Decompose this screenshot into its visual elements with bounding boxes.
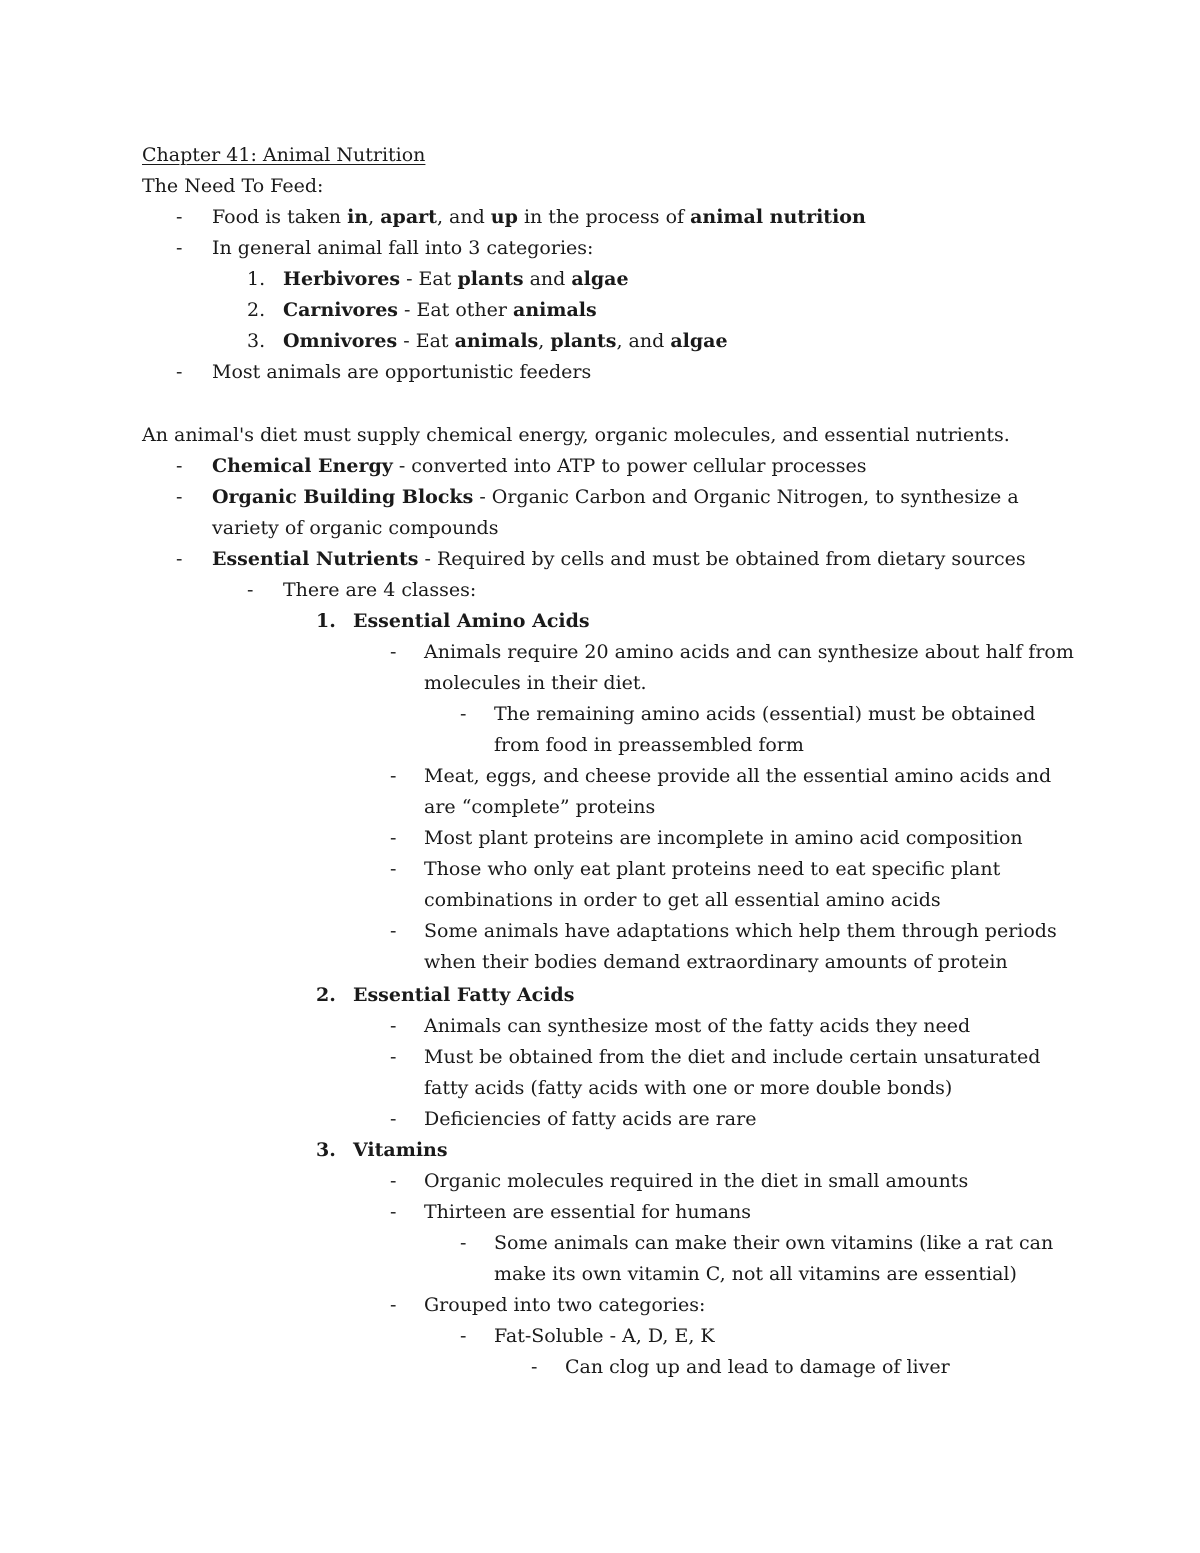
list-item: Animals require 20 amino acids and can synthesize about half from: [424, 641, 1074, 663]
page-title: Chapter 41: Animal Nutrition: [142, 144, 426, 166]
list-item: Meat, eggs, and cheese provide all the essential amino acids and: [424, 765, 1052, 787]
list-item: Some animals can make their own vitamins (like a rat can: [494, 1232, 1054, 1254]
list-item-carnivores: Carnivores - Eat other animals: [283, 299, 597, 321]
bullet-dash: -: [176, 361, 183, 383]
bullet-dash: -: [531, 1356, 538, 1378]
list-item: Deficiencies of fatty acids are rare: [424, 1108, 757, 1130]
bullet-dash: -: [390, 1294, 397, 1316]
list-number: 1.: [247, 268, 266, 290]
list-item: Must be obtained from the diet and include certain unsaturated: [424, 1046, 1041, 1068]
list-item-four-classes: There are 4 classes:: [283, 579, 477, 601]
class-heading-amino-acids: Essential Amino Acids: [353, 610, 590, 632]
list-item-categories: In general animal fall into 3 categories:: [212, 237, 594, 259]
list-item-continuation: molecules in their diet.: [424, 672, 647, 694]
bullet-dash: -: [390, 858, 397, 880]
bullet-dash: -: [247, 579, 254, 601]
bullet-dash: -: [390, 1108, 397, 1130]
section-heading-need-to-feed: The Need To Feed:: [142, 175, 324, 197]
bullet-dash: -: [390, 1170, 397, 1192]
list-item-continuation: make its own vitamin C, not all vitamins are essential): [494, 1263, 1017, 1285]
list-item-continuation: are “complete” proteins: [424, 796, 656, 818]
list-number: 3.: [247, 330, 266, 352]
list-item: Grouped into two categories:: [424, 1294, 706, 1316]
list-item: Most plant proteins are incomplete in amino acid composition: [424, 827, 1023, 849]
bullet-dash: -: [460, 703, 467, 725]
bullet-dash: -: [390, 1046, 397, 1068]
list-item-herbivores: Herbivores - Eat plants and algae: [283, 268, 629, 290]
list-item-continuation: fatty acids (fatty acids with one or more double bonds): [424, 1077, 953, 1099]
list-item-organic-building-blocks: Organic Building Blocks - Organic Carbon and Organic Nitrogen, to synthesize a: [212, 486, 1019, 508]
list-item: Some animals have adaptations which help them through periods: [424, 920, 1057, 942]
bullet-dash: -: [460, 1232, 467, 1254]
bullet-dash: -: [176, 237, 183, 259]
bullet-dash: -: [176, 486, 183, 508]
list-item: Fat-Soluble - A, D, E, K: [494, 1325, 715, 1347]
list-item: Can clog up and lead to damage of liver: [565, 1356, 950, 1378]
list-item: The remaining amino acids (essential) must be obtained: [494, 703, 1036, 725]
class-heading-fatty-acids: Essential Fatty Acids: [353, 984, 575, 1006]
list-item-opportunistic: Most animals are opportunistic feeders: [212, 361, 592, 383]
paragraph-diet-intro: An animal's diet must supply chemical energy, organic molecules, and essential nutrients.: [142, 424, 1010, 446]
list-item-continuation: from food in preassembled form: [494, 734, 804, 756]
list-item: Organic molecules required in the diet in small amounts: [424, 1170, 969, 1192]
list-item: Animals can synthesize most of the fatty acids they need: [424, 1015, 971, 1037]
bullet-dash: -: [390, 1201, 397, 1223]
list-number: 1.: [316, 610, 336, 632]
bullet-dash: -: [390, 641, 397, 663]
list-number: 2.: [316, 984, 336, 1006]
bullet-dash: -: [390, 765, 397, 787]
bullet-dash: -: [176, 548, 183, 570]
list-number: 3.: [316, 1139, 336, 1161]
bullet-dash: -: [176, 455, 183, 477]
list-item-chemical-energy: Chemical Energy - converted into ATP to power cellular processes: [212, 455, 867, 477]
list-item-food-taken: Food is taken in, apart, and up in the process of animal nutrition: [212, 206, 866, 228]
bullet-dash: -: [390, 1015, 397, 1037]
list-item-continuation: variety of organic compounds: [212, 517, 499, 539]
list-item-omnivores: Omnivores - Eat animals, plants, and algae: [283, 330, 728, 352]
list-item-continuation: when their bodies demand extraordinary amounts of protein: [424, 951, 1008, 973]
bullet-dash: -: [176, 206, 183, 228]
list-item: Those who only eat plant proteins need to eat specific plant: [424, 858, 1001, 880]
bullet-dash: -: [390, 827, 397, 849]
bullet-dash: -: [390, 920, 397, 942]
class-heading-vitamins: Vitamins: [353, 1139, 448, 1161]
list-number: 2.: [247, 299, 266, 321]
list-item: Thirteen are essential for humans: [424, 1201, 751, 1223]
bullet-dash: -: [460, 1325, 467, 1347]
list-item-continuation: combinations in order to get all essential amino acids: [424, 889, 941, 911]
list-item-essential-nutrients: Essential Nutrients - Required by cells and must be obtained from dietary sources: [212, 548, 1026, 570]
